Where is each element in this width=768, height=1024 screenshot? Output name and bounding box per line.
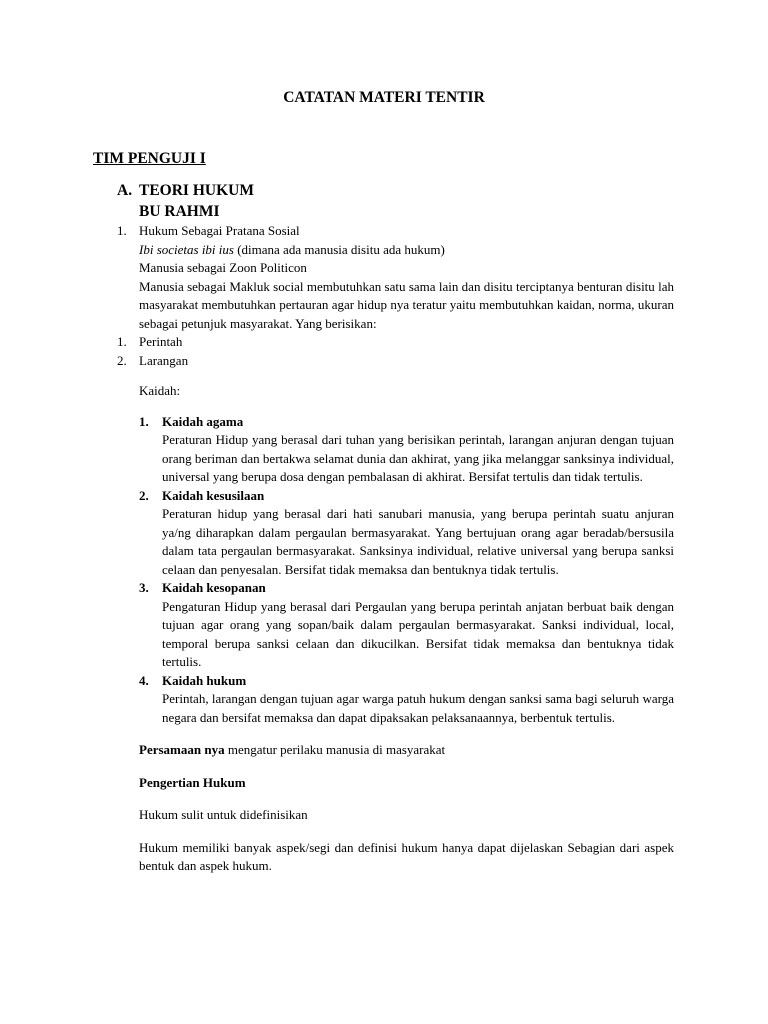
sub-list-item <box>117 352 674 371</box>
pengertian-paragraph-2: Hukum memiliki banyak aspek/segi dan definisi hukum hanya dapat dijelaskan Sebagian dari aspek bentuk dan aspek hukum. <box>139 839 674 873</box>
sub-list <box>117 333 674 370</box>
kaidah-item <box>139 413 674 487</box>
kaidah-item <box>139 579 674 672</box>
kaidah-number: 1. <box>139 413 149 429</box>
sub-list-number: 1. <box>117 334 127 349</box>
kaidah-text: Peraturan Hidup yang berasal dari tuhan yang berisikan perintah, larangan anjuran dengan tujuan orang beriman dan bertakwa selamat dunia dan akhirat, yang jika melanggar sanksinya individual, universal yang berupa dosa dengan pembalasan di akhirat. Bersifat tertulis dan tidak tertulis. <box>162 432 674 484</box>
pengertian-heading: Pengertian Hukum <box>139 774 246 790</box>
sub-list-item <box>117 333 674 352</box>
kaidah-number: 4. <box>139 672 149 688</box>
kaidah-list <box>139 413 674 728</box>
tim-heading: TIM PENGUJI I <box>93 150 206 167</box>
section-a-title: TEORI HUKUM <box>139 182 254 199</box>
kaidah-number: 2. <box>139 487 149 503</box>
kaidah-title: Kaidah hukum <box>162 672 247 688</box>
latin-phrase: Ibi societas ibi ius <box>139 241 234 257</box>
kaidah-title: Kaidah kesusilaan <box>162 487 265 503</box>
pengertian-paragraph-1: Hukum sulit untuk didefinisikan <box>139 807 308 822</box>
section-a-heading <box>117 180 254 222</box>
document-title: CATATAN MATERI TENTIR <box>283 89 485 106</box>
kaidah-item <box>139 672 674 728</box>
list-item-1-number: 1. <box>117 223 127 238</box>
list-item-1 <box>117 222 674 333</box>
kaidah-label: Kaidah: <box>139 383 181 398</box>
kaidah-text: Perintah, larangan dengan tujuan agar warga patuh hukum dengan sanksi sama bagi seluruh warga negara dan bersifat memaksa dan dapat dipaksakan pelaksanaannya, berbentuk tertulis. <box>162 691 674 725</box>
kaidah-number: 3. <box>139 580 149 595</box>
persamaan-text: mengatur perilaku manusia di masyarakat <box>224 742 446 757</box>
kaidah-title: Kaidah kesopanan <box>162 580 266 595</box>
sub-list-text: Larangan <box>139 352 189 368</box>
kaidah-text: Peraturan hidup yang berasal dari hati sanubari manusia, yang berupa perintah suatu anjuran ya/ng diharapkan dalam pergaulan bermasyarakat. Yang bertujuan orang agar beradab/bersusila dalam tata pergaulan bermasyarakat. Sanksinya individual, relative universal yang berupa sanksi celaan dan penyesalan. Bersifat tidak memaksa dan bentuknya tidak tertulis. <box>162 506 674 577</box>
sub-list-number: 2. <box>117 352 127 368</box>
section-a-lecturer: BU RAHMI <box>139 203 220 220</box>
latin-translation: (dimana ada manusia disitu ada hukum) <box>233 241 445 257</box>
persamaan-line <box>139 741 674 760</box>
persamaan-label: Persamaan nya <box>139 742 225 757</box>
kaidah-item <box>139 487 674 580</box>
item1-paragraph: Manusia sebagai Makluk social membutuhkan satu sama lain dan disitu terciptanya benturan disitu lah masyarakat membutuhkan pertauran agar hidup nya teratur yaitu membutuhkan kaidan, norma, ukuran sebagai petunjuk masyarakat. Yang berisikan: <box>139 278 674 331</box>
item1-line1: Hukum Sebagai Pratana Sosial <box>139 223 300 238</box>
item1-line3: Manusia sebagai Zoon Politicon <box>139 260 307 275</box>
sub-list-text: Perintah <box>139 334 183 349</box>
kaidah-text: Pengaturan Hidup yang berasal dari Pergaulan yang berupa perintah anjatan berbuat baik dengan tujuan agar orang yang sopan/baik dalam pergaulan bermasyarakat. Sanksi individual, local, temporal berupa sanksi celaan dan dikucilkan. Bersifat tidak memaksa dan bentuknya tidak tertulis. <box>162 598 674 669</box>
content-body <box>117 222 674 876</box>
section-a-letter: A. <box>117 182 133 199</box>
kaidah-title: Kaidah agama <box>162 413 244 429</box>
item1-line2 <box>139 241 674 260</box>
